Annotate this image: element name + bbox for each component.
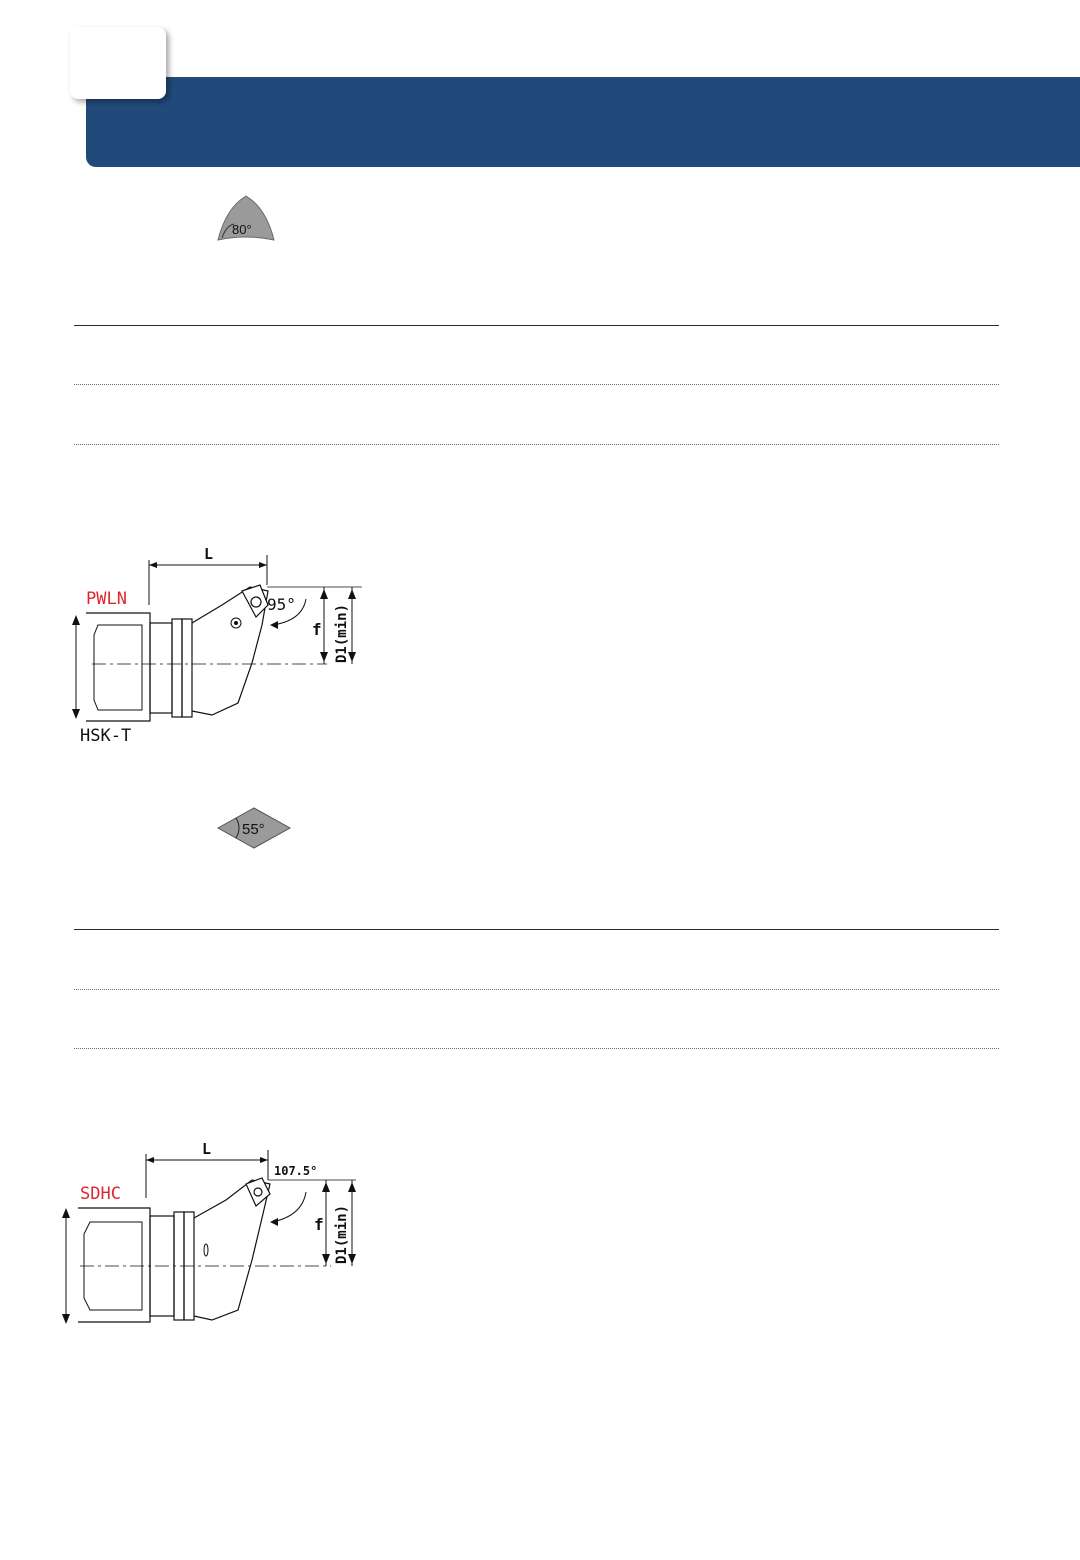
type-code-label: PWLN (86, 589, 127, 609)
table-top-rule (74, 325, 999, 326)
type-code-label: SDHC (80, 1184, 121, 1204)
page-number-tab (70, 27, 166, 99)
table-row-divider (74, 989, 999, 990)
trigon-insert-icon (214, 194, 278, 248)
pwln-holder-drawing (62, 535, 372, 769)
header-band (86, 77, 1080, 167)
sdhc-holder-drawing (56, 1130, 366, 1344)
dim-length-label: L (204, 545, 214, 563)
approach-angle-label: 107.5° (274, 1164, 318, 1178)
rhombic-insert-icon (216, 806, 292, 854)
approach-angle-label: 95° (267, 595, 296, 614)
dim-diameter-label: D1(min) (334, 1204, 350, 1264)
table-row-divider (74, 1048, 999, 1049)
insert-angle-label: 55° (242, 821, 265, 838)
dim-offset-label: f (314, 1215, 324, 1234)
table-row-divider (74, 444, 999, 445)
insert-angle-label: 80° (232, 222, 252, 237)
table-top-rule (74, 929, 999, 930)
dim-length-label: L (202, 1140, 212, 1158)
shank-type-label: HSK-T (80, 726, 132, 746)
table-row-divider (74, 384, 999, 385)
dim-diameter-label: D1(min) (334, 603, 350, 663)
dim-offset-label: f (312, 620, 322, 639)
